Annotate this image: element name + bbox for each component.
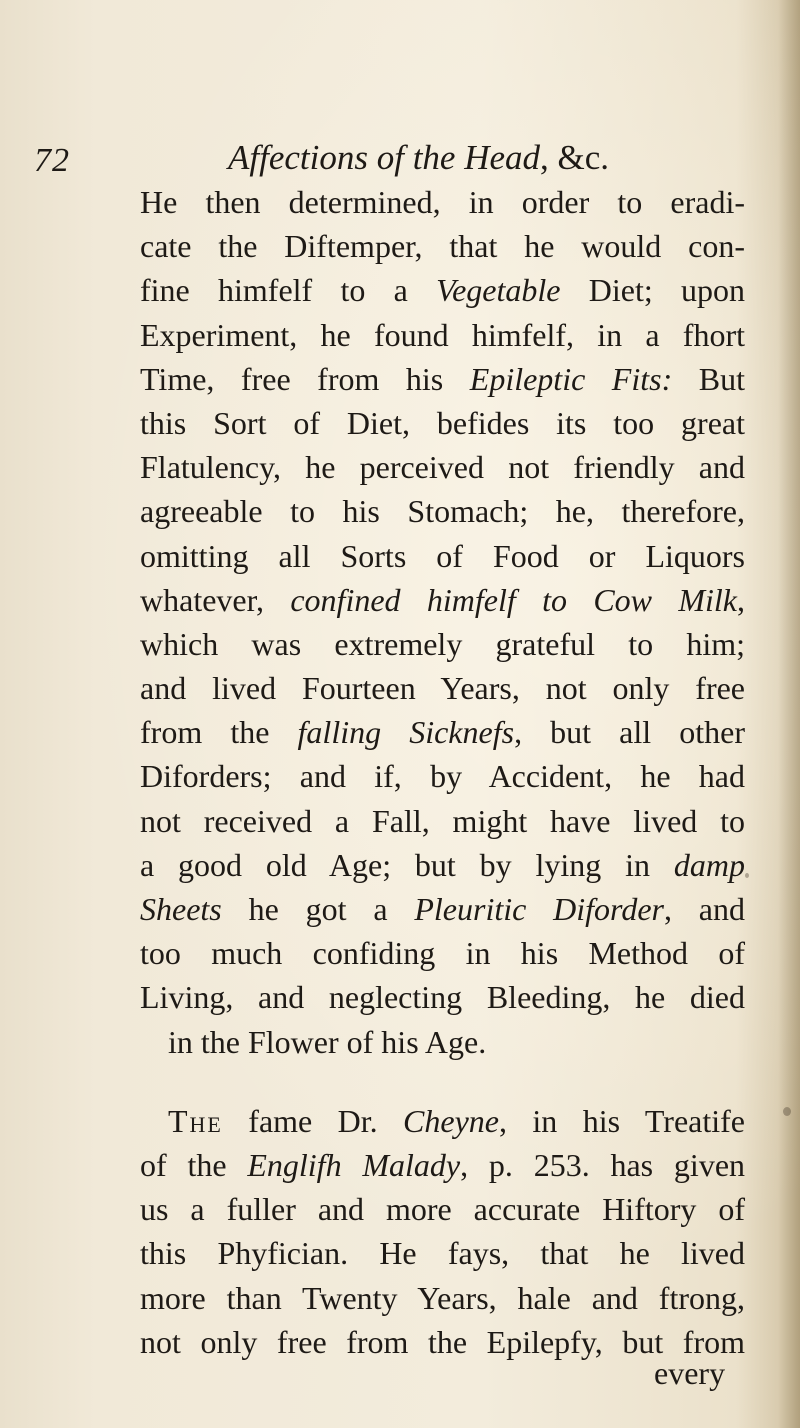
- text-segment: Time, free from his: [140, 360, 470, 397]
- text-segment: Living, and neglecting Bleeding, he died: [140, 979, 745, 1016]
- text-segment: a good old Age; but by lying in: [140, 846, 674, 883]
- page-edge-shadow: [778, 0, 800, 1428]
- italic-text: Epileptic Fits:: [469, 360, 673, 397]
- text-line: [140, 268, 745, 312]
- page-number: 72: [34, 142, 70, 179]
- text-line: [140, 1143, 745, 1187]
- text-line: [140, 799, 745, 843]
- text-segment: and lived Fourteen Years, not only free: [140, 670, 745, 707]
- text-segment: ,: [737, 581, 746, 618]
- text-segment: which was extremely grateful to him;: [140, 625, 745, 662]
- italic-text: Sheets: [140, 891, 222, 927]
- italic-text: Pleuritic Diforder: [414, 891, 664, 927]
- text-segment: cate the Diftemper, that he would con-: [140, 228, 745, 265]
- text-segment: this Sort of Diet, befides its too great: [140, 404, 745, 441]
- italic-text: falling Sicknefs: [297, 714, 515, 751]
- text-line: [140, 578, 745, 622]
- text-segment: not received a Fall, might have lived to: [140, 802, 745, 839]
- paragraph-gap: [140, 1064, 745, 1099]
- text-segment: too much confiding in his Method of: [140, 935, 745, 972]
- text-segment: this Phyfician. He fays, that he lived: [140, 1235, 745, 1272]
- text-segment: us a fuller and more accurate Hiftory of: [140, 1191, 745, 1228]
- ink-spot: [745, 873, 749, 878]
- text-segment: , but all other: [514, 714, 746, 751]
- text-line: [140, 1099, 745, 1143]
- text-line: [140, 622, 745, 666]
- running-head: [228, 138, 609, 178]
- text-segment: agreeable to his Stomach; he, therefore,: [140, 493, 745, 530]
- text-line: [140, 180, 745, 224]
- text-line: [140, 534, 745, 578]
- text-line: [140, 1187, 745, 1231]
- running-head-suffix: , &c.: [540, 138, 610, 177]
- text-segment: Flatulency, he perceived not friendly and: [140, 449, 745, 486]
- text-line: [140, 401, 745, 445]
- text-segment: more than Twenty Years, hale and ftrong,: [140, 1279, 745, 1316]
- text-segment: , in his Treatife: [499, 1102, 745, 1139]
- text-segment: of the: [140, 1146, 248, 1183]
- text-line: [140, 224, 745, 268]
- italic-text: Cheyne: [403, 1102, 499, 1139]
- text-line: [140, 754, 745, 798]
- text-segment: from the: [140, 714, 298, 751]
- text-line: [140, 975, 745, 1019]
- text-line: [140, 666, 745, 710]
- text-segment: he got a: [221, 891, 415, 927]
- text-line: [140, 843, 745, 887]
- italic-text: confined himfelf to Cow Milk: [290, 581, 738, 618]
- text-segment: not only free from the Epilepfy, but from: [140, 1323, 745, 1360]
- text-segment: fame Dr.: [222, 1102, 404, 1139]
- italic-text: damp: [673, 846, 745, 883]
- text-segment: omitting all Sorts of Food or Liquors: [140, 537, 745, 574]
- text-segment: But: [672, 360, 746, 397]
- ink-spot: [783, 1107, 791, 1116]
- text-segment: Experiment, he found himfelf, in a fhort: [140, 316, 745, 353]
- text-line: [140, 887, 745, 931]
- text-segment: Diforders; and if, by Accident, he had: [140, 758, 745, 795]
- text-segment: whatever,: [140, 581, 291, 618]
- small-caps-text: The: [168, 1102, 223, 1139]
- text-segment: , and: [663, 891, 745, 927]
- catchword: every: [654, 1355, 726, 1391]
- text-line: [140, 1020, 745, 1064]
- text-line: [140, 445, 745, 489]
- running-head-title: Affections of the Head: [228, 138, 541, 177]
- text-segment: Diet; upon: [560, 272, 745, 309]
- italic-text: Englifh Malady: [247, 1146, 461, 1183]
- text-segment: , p. 253. has given: [460, 1146, 746, 1183]
- text-segment: in the Flower of his Age.: [168, 1023, 487, 1060]
- text-line: [140, 931, 745, 975]
- text-line: [140, 357, 745, 401]
- text-line: [140, 1276, 745, 1320]
- text-segment: He then determined, in order to eradi-: [140, 184, 745, 220]
- body-text: [140, 180, 745, 1364]
- text-line: [140, 710, 745, 754]
- text-line: [140, 489, 745, 533]
- text-segment: fine himfelf to a: [140, 272, 437, 309]
- text-line: [140, 1231, 745, 1275]
- italic-text: Vegetable: [436, 272, 561, 309]
- text-line: [140, 313, 745, 357]
